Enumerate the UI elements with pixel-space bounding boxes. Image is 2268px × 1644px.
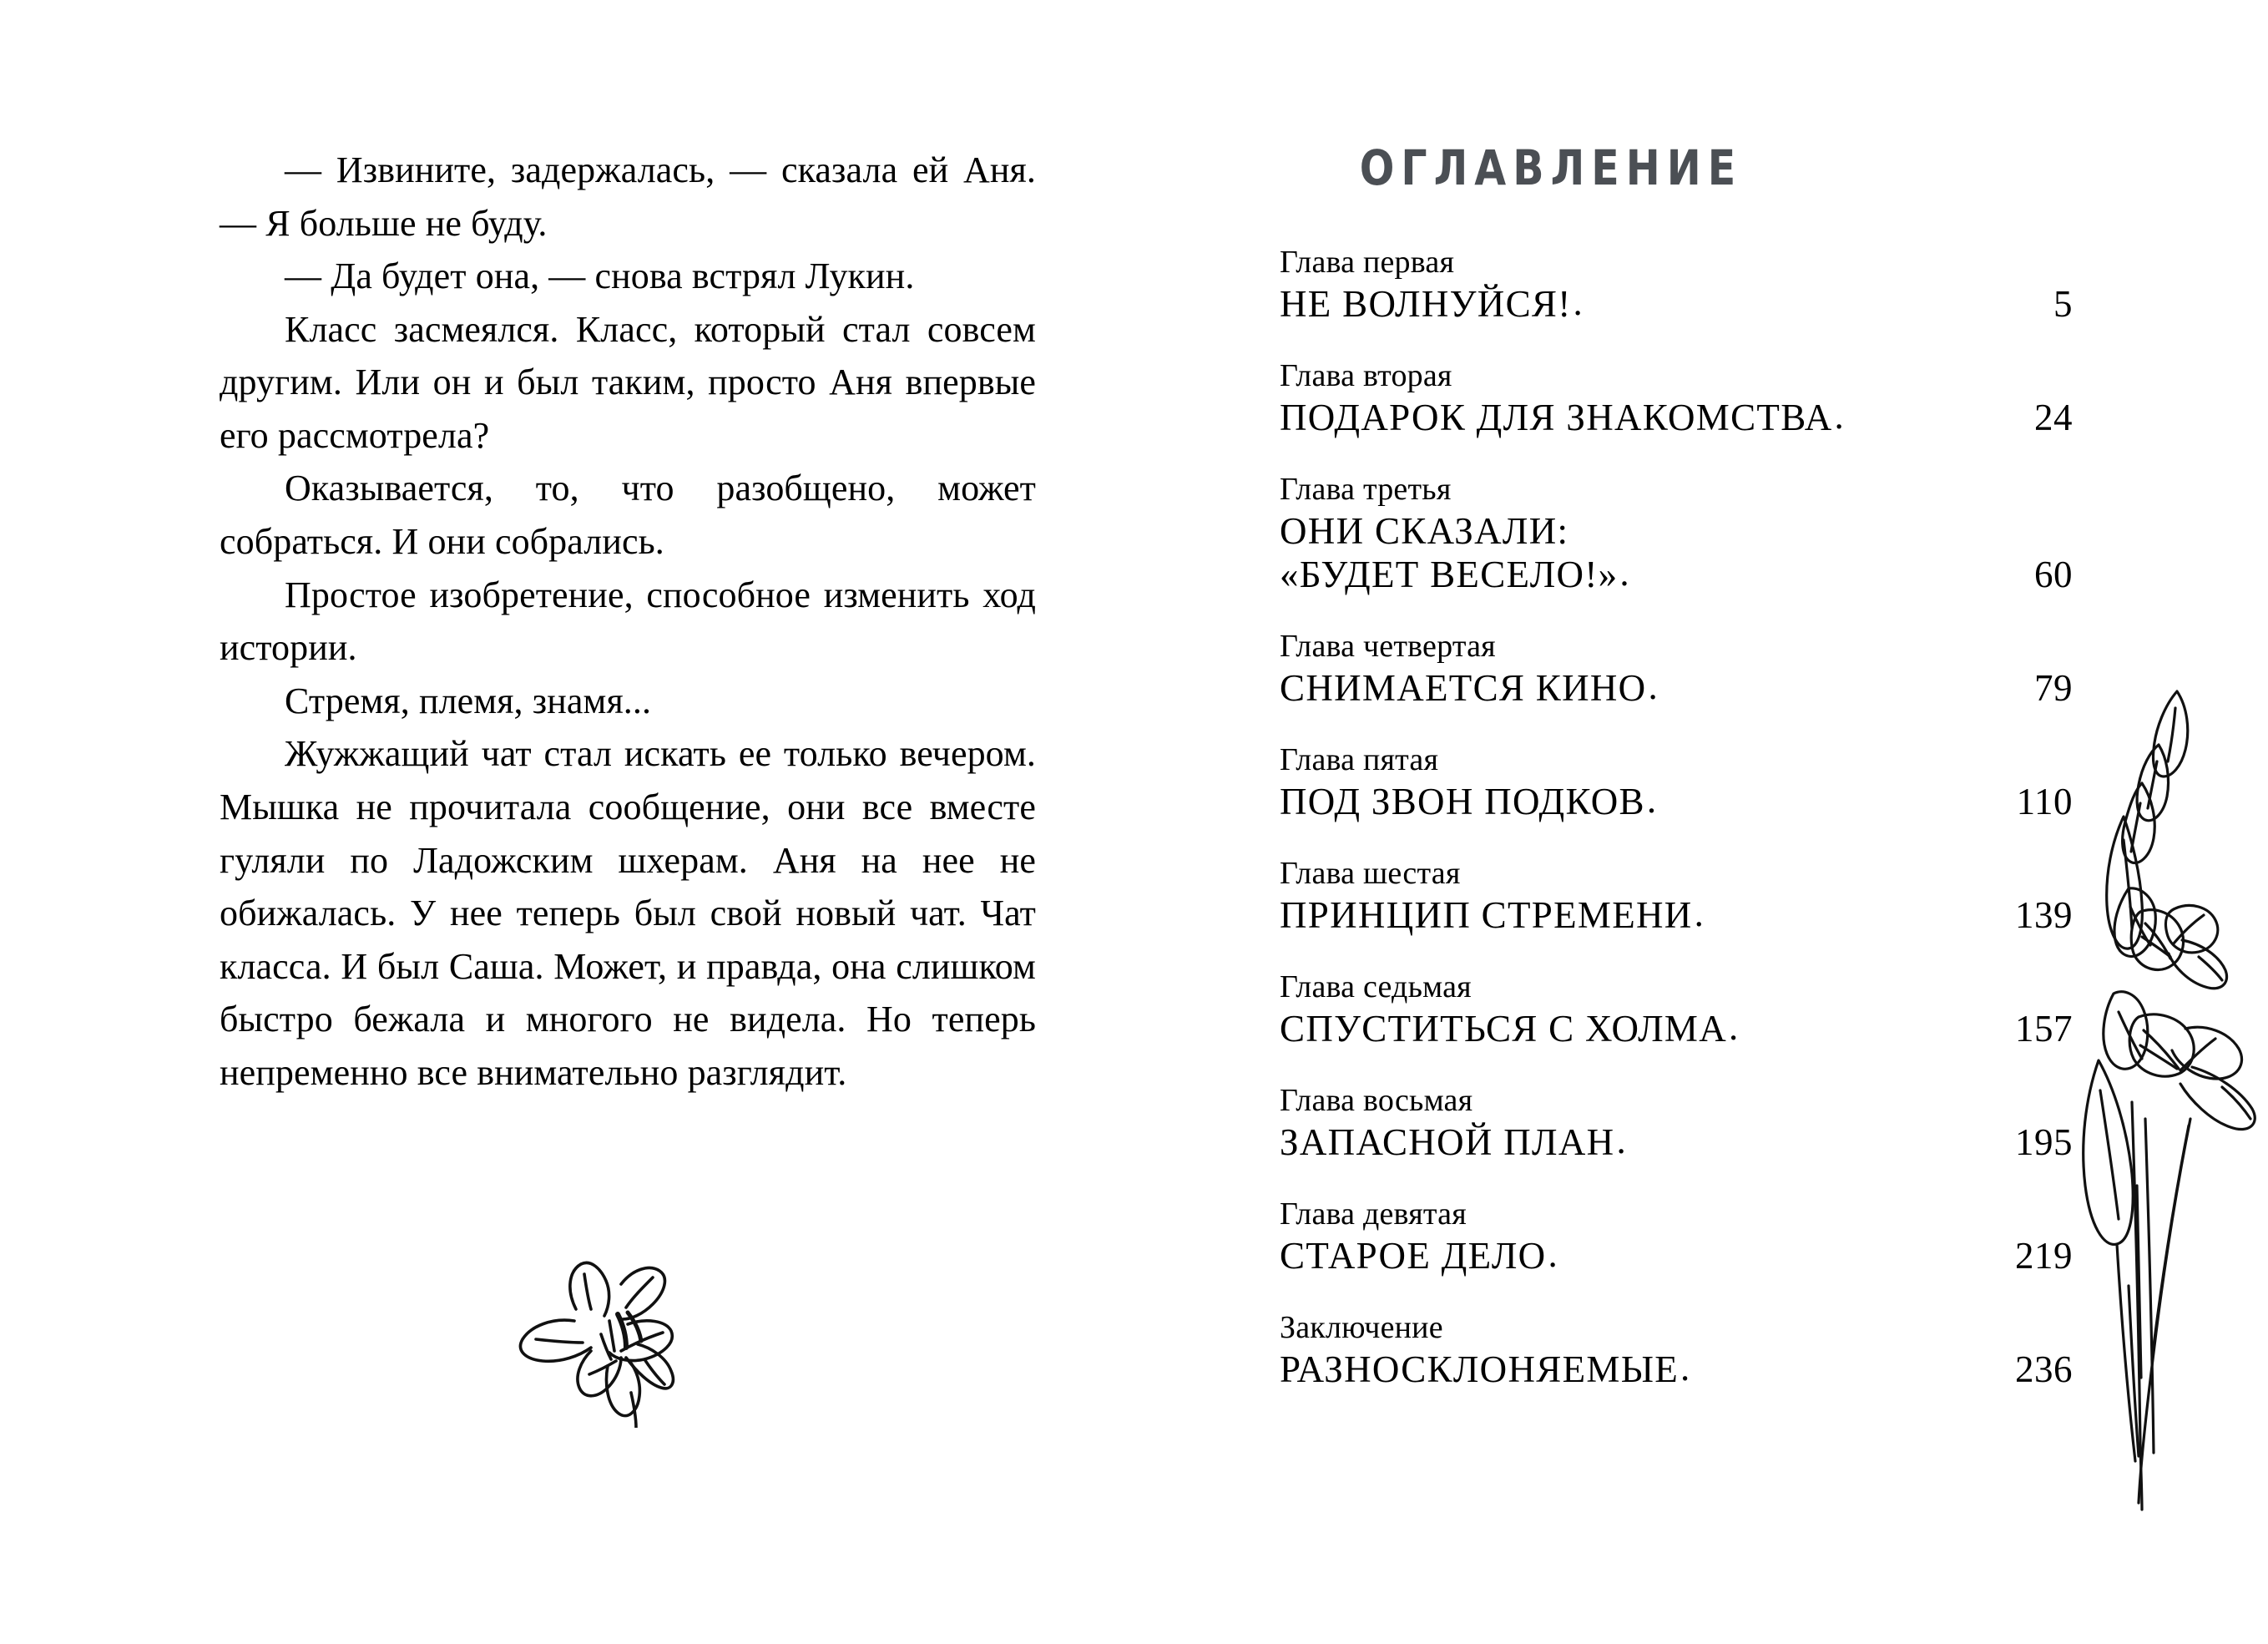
toc-chapter-kicker: Глава первая — [1280, 245, 1455, 280]
toc-row — [1280, 893, 2073, 937]
toc-entry[interactable] — [1280, 1082, 2073, 1164]
toc-chapter-title: «БУДЕТ ВЕСЕЛО!» — [1280, 554, 1619, 596]
toc-chapter-kicker: Глава седьмая — [1280, 969, 1472, 1005]
toc-entry[interactable] — [1280, 628, 2073, 710]
toc-page-number: 195 — [2015, 1121, 2073, 1164]
toc-entry[interactable] — [1280, 741, 2073, 823]
toc-row — [1280, 282, 2073, 326]
toc-leader-dots: . — [1573, 281, 1587, 323]
toc-row — [1280, 396, 2073, 439]
toc-chapter-title: ПОДАРОК ДЛЯ ЗНАКОМСТВА — [1280, 396, 1833, 438]
toc-page-number: 5 — [2053, 282, 2073, 325]
body-paragraph: Жужжащий чат стал искать ее только вечером. Мышка не прочитала сообщение, они все вместе гуляли по Ладожским шхерам. Аня на нее не обижалась. У нее теперь был свой новый чат. Чат класса. И был Саша. Может, и правда, она слишком быстро бежала и многого не видела. Но теперь непременно все внимательно разглядит. — [220, 733, 1046, 1093]
page-title: ОГЛАВЛЕНИЕ — [1359, 140, 1743, 197]
body-paragraph: Простое изобретение, способное изменить ход истории. — [220, 574, 1046, 669]
toc-row — [1280, 1120, 2073, 1164]
right-page — [1134, 0, 2268, 1644]
toc-chapter-kicker: Глава восьмая — [1280, 1083, 1473, 1119]
toc-leader-dots: . — [1680, 1347, 1695, 1389]
toc-page-number: 79 — [2034, 667, 2073, 710]
toc-row — [1280, 1348, 2073, 1391]
gladiolus-flower-icon — [2052, 668, 2268, 1511]
toc-chapter-title: СНИМАЕТСЯ КИНО — [1280, 667, 1647, 710]
toc-leader-dots: . — [1694, 893, 1708, 935]
toc-entry[interactable] — [1280, 969, 2073, 1050]
toc-leader-dots: . — [1834, 394, 1848, 437]
toc-leader-dots: . — [1646, 779, 1661, 822]
body-paragraph: Класс засмеялся. Класс, который стал совсем другим. Или он и был таким, просто Аня впервые его рассмотрела? — [220, 308, 1046, 456]
toc-page-number: 139 — [2015, 894, 2073, 937]
body-text-column — [220, 144, 1046, 1099]
toc-leader-dots: . — [1619, 552, 1634, 594]
toc-chapter-kicker: Глава третья — [1280, 472, 1452, 508]
toc-chapter-title: ПОД ЗВОН ПОДКОВ — [1280, 781, 1645, 823]
toc-entry[interactable] — [1280, 244, 2073, 326]
toc-leader-dots: . — [1729, 1006, 1743, 1049]
toc-page-number: 60 — [2034, 554, 2073, 596]
toc-chapter-title: НЕ ВОЛНУЙСЯ! — [1280, 282, 1572, 325]
toc-chapter-title: СПУСТИТЬСЯ С ХОЛМА — [1280, 1008, 1728, 1050]
toc-chapter-title: ПРИНЦИП СТРЕМЕНИ — [1280, 894, 1693, 937]
body-paragraph: — Да будет она, — снова встрял Лукин. — [285, 255, 915, 297]
toc-chapter-kicker: Глава вторая — [1280, 358, 1452, 394]
toc-entry[interactable] — [1280, 471, 2073, 596]
toc-entry[interactable] — [1280, 855, 2073, 937]
toc-chapter-kicker: Глава шестая — [1280, 856, 1461, 892]
toc-row — [1280, 1007, 2073, 1050]
toc-row — [1280, 553, 2073, 596]
toc-chapter-title: ЗАПАСНОЙ ПЛАН — [1280, 1121, 1615, 1164]
table-of-contents — [1280, 244, 2073, 1391]
body-paragraph: — Извините, задержалась, — сказала ей Аня. — Я больше не буду. — [220, 149, 1046, 244]
toc-entry[interactable] — [1280, 1309, 2073, 1391]
toc-page-number: 219 — [2015, 1235, 2073, 1277]
body-paragraph: Оказывается, то, что разобщено, может собраться. И они собрались. — [220, 468, 1046, 563]
toc-row — [1280, 780, 2073, 823]
toc-entry[interactable] — [1280, 1196, 2073, 1277]
toc-chapter-kicker: Глава пятая — [1280, 742, 1439, 778]
toc-chapter-kicker: Глава четвертая — [1280, 629, 1496, 665]
toc-chapter-kicker: Глава девятая — [1280, 1196, 1467, 1232]
toc-page-number: 236 — [2015, 1348, 2073, 1391]
toc-row — [1280, 666, 2073, 710]
toc-entry[interactable] — [1280, 357, 2073, 439]
toc-page-number: 24 — [2034, 396, 2073, 438]
toc-leader-dots: . — [1548, 1233, 1562, 1276]
toc-chapter-title-line1: ОНИ СКАЗАЛИ: — [1280, 509, 1569, 552]
toc-chapter-kicker: Заключение — [1280, 1310, 1443, 1346]
toc-page-number: 110 — [2016, 781, 2073, 823]
toc-leader-dots: . — [1648, 665, 1662, 708]
lily-flower-icon — [511, 1244, 720, 1428]
toc-chapter-title: СТАРОЕ ДЕЛО — [1280, 1235, 1547, 1277]
toc-chapter-title: РАЗНОСКЛОНЯЕМЫЕ — [1280, 1348, 1680, 1391]
toc-row — [1280, 1234, 2073, 1277]
toc-page-number: 157 — [2015, 1008, 2073, 1050]
toc-leader-dots: . — [1616, 1120, 1630, 1162]
body-paragraph: Стремя, племя, знамя... — [285, 680, 652, 721]
